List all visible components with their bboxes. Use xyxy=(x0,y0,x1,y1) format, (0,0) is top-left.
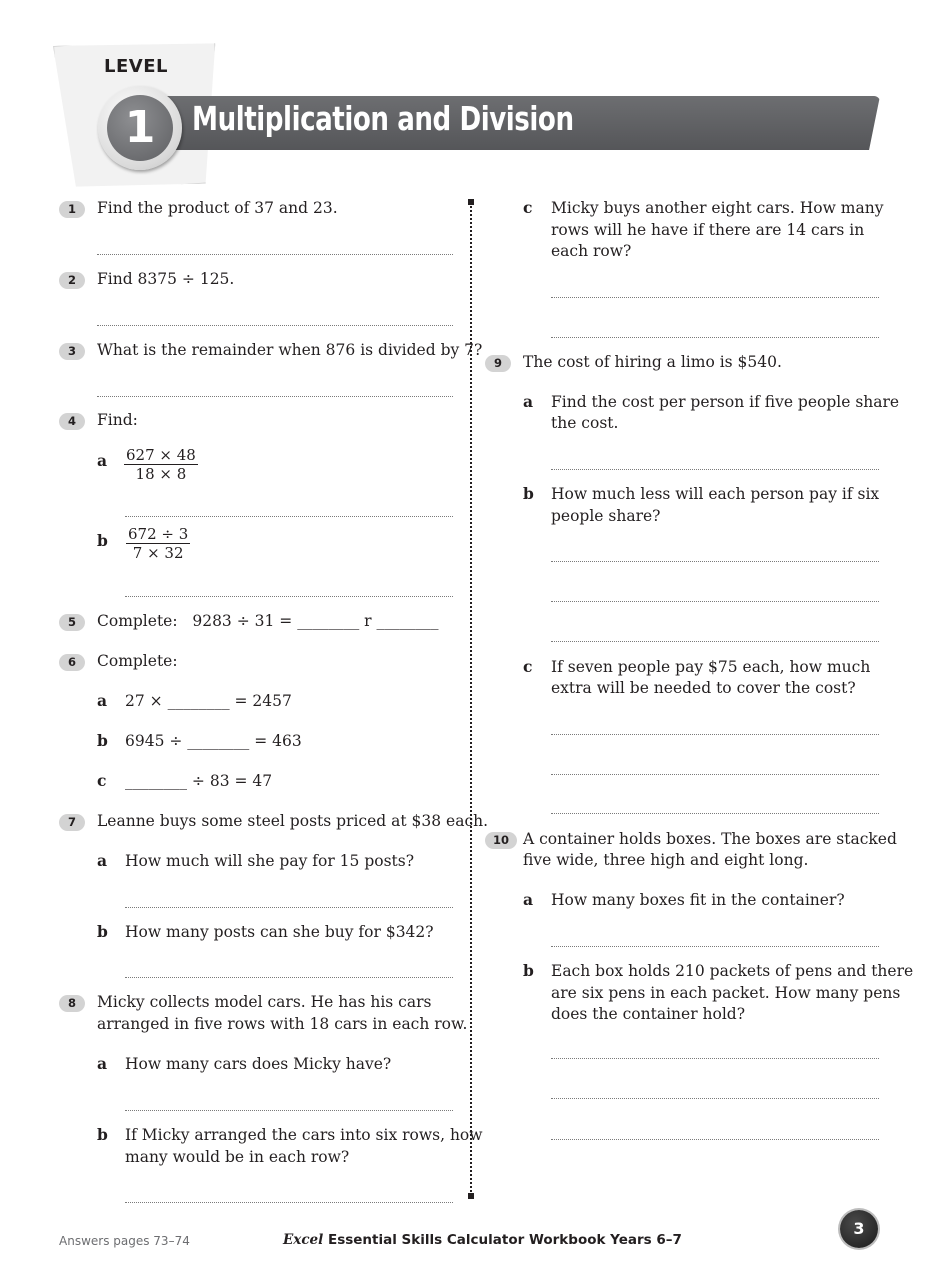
answer-line[interactable] xyxy=(551,1139,879,1140)
question-number: 2 xyxy=(59,272,85,289)
question-number: 9 xyxy=(485,355,511,372)
answer-line[interactable] xyxy=(551,1098,879,1099)
question-8b-text-line1: If Micky arranged the cars into six rows, how xyxy=(125,1126,483,1144)
question-10-text-line2: five wide, three high and eight long. xyxy=(523,851,809,869)
denominator: 18 × 8 xyxy=(135,465,187,483)
question-10-text-line1: A container holds boxes. The boxes are stacked xyxy=(523,830,897,848)
question-9a-text-line1: Find the cost per person if five people share xyxy=(551,393,900,411)
question-6a-text: 27 × ________ = 2457 xyxy=(125,692,292,710)
question-7-text: Leanne buys some steel posts priced at $38 each. xyxy=(97,812,489,830)
page-title: Multiplication and Division xyxy=(192,99,574,138)
question-number: 4 xyxy=(59,413,85,430)
question-8b-text-line2: many would be in each row? xyxy=(125,1148,350,1166)
answer-line[interactable] xyxy=(97,254,453,255)
question-1-text: Find the product of 37 and 23. xyxy=(97,199,338,217)
part-label: a xyxy=(97,1054,108,1073)
question-8c-text-line2: rows will he have if there are 14 cars in xyxy=(551,221,865,239)
denominator: 7 × 32 xyxy=(132,544,184,562)
brand-name: Excel xyxy=(283,1232,324,1248)
answer-line[interactable] xyxy=(97,396,453,397)
question-6c-text: ________ ÷ 83 = 47 xyxy=(125,772,273,790)
divider-cap-top xyxy=(468,199,474,205)
answer-line[interactable] xyxy=(551,561,879,562)
answer-line[interactable] xyxy=(551,297,879,298)
question-number: 5 xyxy=(59,614,85,631)
part-label: a xyxy=(97,451,108,470)
question-9b-text-line2: people share? xyxy=(551,507,661,525)
question-number: 6 xyxy=(59,654,85,671)
question-number: 1 xyxy=(59,201,85,218)
question-8-text-line1: Micky collects model cars. He has his cars xyxy=(97,993,432,1011)
book-title xyxy=(283,1232,682,1248)
answer-line[interactable] xyxy=(125,1110,453,1111)
question-number: 3 xyxy=(59,343,85,360)
question-10b-text-line3: does the container hold? xyxy=(551,1005,746,1023)
question-number: 10 xyxy=(485,832,517,849)
question-8c-text-line3: each row? xyxy=(551,242,632,260)
question-9c-text-line2: extra will be needed to cover the cost? xyxy=(551,679,856,697)
part-label: b xyxy=(97,531,108,550)
question-9a-text-line2: the cost. xyxy=(551,414,619,432)
part-label: b xyxy=(97,922,108,941)
part-label: c xyxy=(523,198,533,217)
answers-reference: Answers pages 73–74 xyxy=(59,1234,190,1248)
fraction-4b xyxy=(126,525,190,562)
part-label: a xyxy=(523,890,534,909)
answer-line[interactable] xyxy=(551,469,879,470)
level-label: LEVEL xyxy=(104,56,168,77)
question-8-text-line2: arranged in five rows with 18 cars in each row. xyxy=(97,1015,468,1033)
answer-line[interactable] xyxy=(551,1058,879,1059)
question-4-text: Find: xyxy=(97,411,138,429)
part-label: b xyxy=(523,961,534,980)
question-number: 8 xyxy=(59,995,85,1012)
page-number: 3 xyxy=(840,1210,878,1248)
question-8c-text-line1: Micky buys another eight cars. How many xyxy=(551,199,884,217)
question-10b-text-line2: are six pens in each packet. How many pens xyxy=(551,984,901,1002)
answer-line[interactable] xyxy=(551,774,879,775)
book-title-text: Essential Skills Calculator Workbook Years 6–7 xyxy=(323,1232,682,1248)
part-label: c xyxy=(523,657,533,676)
question-9c-text-line1: If seven people pay $75 each, how much xyxy=(551,658,871,676)
answer-line[interactable] xyxy=(551,601,879,602)
divider-cap-bottom xyxy=(468,1193,474,1199)
question-7b-text: How many posts can she buy for $342? xyxy=(125,923,434,941)
answer-line[interactable] xyxy=(125,1202,453,1203)
answer-line[interactable] xyxy=(125,516,453,517)
answer-line[interactable] xyxy=(551,734,879,735)
part-label: a xyxy=(523,392,534,411)
question-9b-text-line1: How much less will each person pay if six xyxy=(551,485,880,503)
answer-line[interactable] xyxy=(551,946,879,947)
answer-line[interactable] xyxy=(551,641,879,642)
answer-line[interactable] xyxy=(125,977,453,978)
part-label: a xyxy=(97,851,108,870)
question-3-text: What is the remainder when 876 is divided by 7? xyxy=(97,341,483,359)
question-10a-text: How many boxes fit in the container? xyxy=(551,891,845,909)
part-label: b xyxy=(97,1125,108,1144)
question-5-text: Complete: 9283 ÷ 31 = ________ r ________ xyxy=(97,612,439,630)
question-9-text: The cost of hiring a limo is $540. xyxy=(523,353,782,371)
question-6b-text: 6945 ÷ ________ = 463 xyxy=(125,732,302,750)
question-8a-text: How many cars does Micky have? xyxy=(125,1055,392,1073)
part-label: b xyxy=(97,731,108,750)
answer-line[interactable] xyxy=(125,596,453,597)
question-2-text: Find 8375 ÷ 125. xyxy=(97,270,235,288)
part-label: c xyxy=(97,771,107,790)
level-number: 1 xyxy=(107,95,173,161)
part-label: a xyxy=(97,691,108,710)
numerator: 672 ÷ 3 xyxy=(128,525,189,543)
part-label: b xyxy=(523,484,534,503)
numerator: 627 × 48 xyxy=(126,446,196,464)
question-6-text: Complete: xyxy=(97,652,178,670)
question-number: 7 xyxy=(59,814,85,831)
question-10b-text-line1: Each box holds 210 packets of pens and there xyxy=(551,962,914,980)
answer-line[interactable] xyxy=(125,907,453,908)
answer-line[interactable] xyxy=(97,325,453,326)
answer-line[interactable] xyxy=(551,337,879,338)
question-7a-text: How much will she pay for 15 posts? xyxy=(125,852,415,870)
fraction-4a xyxy=(124,446,198,483)
answer-line[interactable] xyxy=(551,813,879,814)
